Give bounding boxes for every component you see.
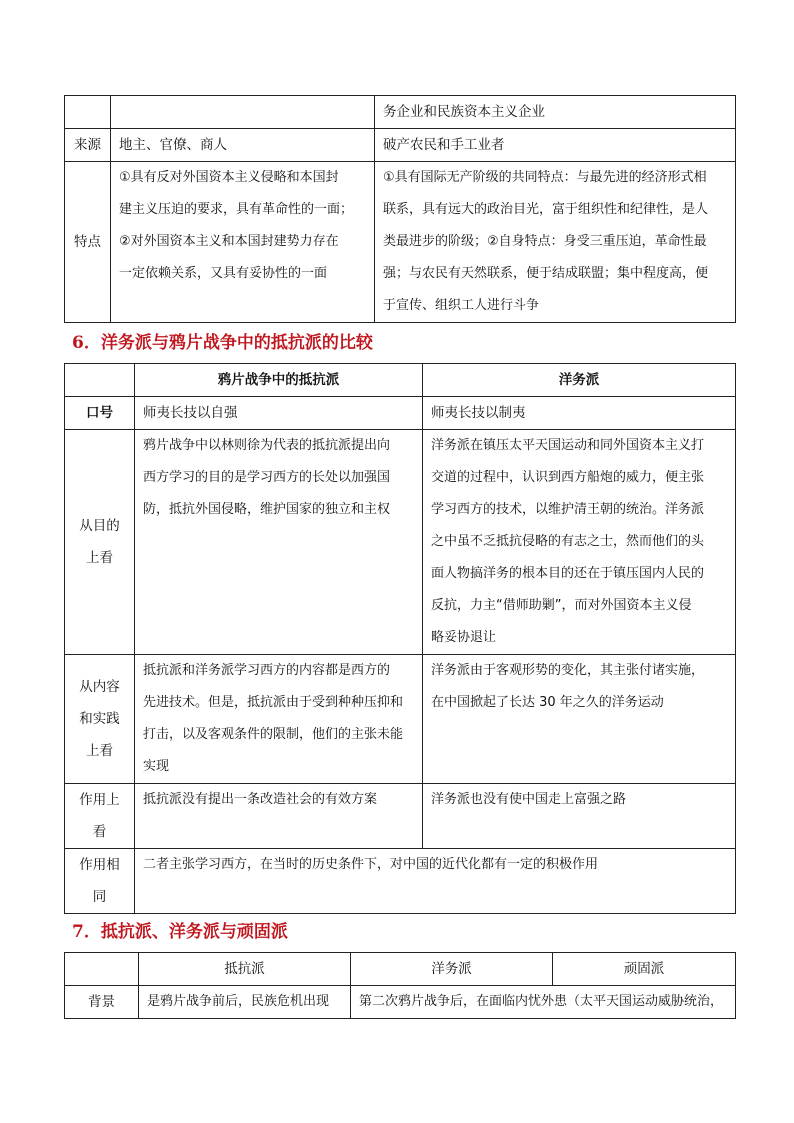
row-label — [65, 162, 111, 323]
cell-line: 同 — [92, 889, 107, 905]
cell-line: 打击，以及客观条件的限制，他们的主张未能 — [143, 727, 404, 742]
header-cell — [65, 364, 135, 397]
comparison-table-7 — [64, 952, 736, 1019]
table-cell — [135, 430, 423, 655]
table-row — [65, 129, 736, 162]
cell-line: 之中虽不乏抵抗侵略的有志之士，然而他们的头 — [431, 534, 705, 549]
table-cell — [65, 96, 111, 129]
table-header-row — [65, 364, 736, 397]
cell-text: 抵抗派没有提出一条改造社会的有效方案 — [143, 792, 378, 807]
row-label — [65, 129, 111, 162]
header-text: 洋务派 — [431, 961, 472, 977]
cell-line: 面人物搞洋务的根本目的还在于镇压国内人民的 — [431, 566, 705, 581]
table-cell — [135, 784, 423, 849]
cell-line: 洋务派由于客观形势的变化，其主张付诸实施， — [431, 663, 705, 678]
cell-line: 一定依赖关系，又具有妥协性的一面 — [119, 266, 328, 281]
table-cell — [135, 849, 736, 914]
cell-line: 从目的 — [79, 518, 120, 534]
table-cell — [375, 162, 736, 323]
table-cell — [375, 129, 736, 162]
cell-line: 于宣传、组织工人进行斗争 — [383, 298, 540, 313]
cell-text: 是鸦片战争前后，民族危机出现 — [147, 994, 330, 1009]
cell-line: 联系，具有远大的政治目光，富于组织性和纪律性，是人 — [383, 202, 709, 217]
cell-line: 作用上 — [79, 792, 120, 808]
cell-line: ②对外国资本主义和本国封建势力存在 — [119, 234, 339, 249]
row-label — [65, 655, 135, 784]
header-cell — [139, 953, 351, 986]
cell-line: 学习西方的技术，以维护清王朝的统治。洋务派 — [431, 502, 705, 517]
cell-text: 洋务派也没有使中国走上富强之路 — [431, 792, 627, 807]
cell-line: 西方学习的目的是学习西方的长处以加强国 — [143, 470, 391, 485]
cell-line: 上看 — [86, 550, 113, 566]
table-cell — [423, 655, 736, 784]
table-row — [65, 162, 736, 323]
table-cell — [139, 986, 351, 1019]
cell-line: 看 — [92, 824, 107, 840]
table-row — [65, 655, 736, 784]
class-comparison-table — [64, 95, 736, 323]
header-text: 抵抗派 — [224, 961, 265, 977]
cell-line: 交道的过程中，认识到西方船炮的威力，便主张 — [431, 470, 705, 485]
row-label — [65, 397, 135, 430]
cell-line: 洋务派在镇压太平天国运动和同外国资本主义打 — [431, 438, 705, 453]
header-text: 顽固派 — [623, 961, 665, 977]
cell-line: 实现 — [143, 759, 170, 774]
row-label — [65, 430, 135, 655]
table-cell — [375, 96, 736, 129]
cell-text: 口号 — [86, 405, 113, 421]
table-cell — [423, 430, 736, 655]
cell-line: 抵抗派和洋务派学习西方的内容都是西方的 — [143, 663, 391, 678]
header-cell — [553, 953, 736, 986]
table-row — [65, 784, 736, 849]
cell-line: 类最进步的阶级；②自身特点：身受三重压迫，革命性最 — [383, 234, 707, 249]
cell-line: 建主义压迫的要求，具有革命性的一面； — [119, 202, 354, 217]
cell-line: 强；与农民有天然联系，便于结成联盟；集中程度高，便 — [383, 266, 709, 281]
cell-line: ①具有反对外国资本主义侵略和本国封 — [119, 170, 339, 185]
comparison-table-6 — [64, 363, 736, 914]
cell-text: 二者主张学习西方，在当时的历史条件下，对中国的近代化都有一定的积极作用 — [143, 857, 599, 872]
cell-line: 鸦片战争中以林则徐为代表的抵抗派提出向 — [143, 438, 391, 453]
table-row — [65, 96, 736, 129]
table-cell — [135, 397, 423, 430]
cell-line: 在中国掀起了长达 30 年之久的洋务运动 — [431, 695, 664, 710]
cell-text: 师夷长技以自强 — [143, 405, 238, 421]
cell-line: 上看 — [86, 743, 113, 759]
section-heading-6: 6．洋务派与鸦片战争中的抵抗派的比较 — [72, 333, 373, 353]
table-cell — [423, 397, 736, 430]
row-label — [65, 784, 135, 849]
table-cell — [351, 986, 736, 1019]
table-row — [65, 430, 736, 655]
cell-text: 第二次鸦片战争后，在面临内忧外患（太平天国运动威胁统治， — [359, 994, 724, 1009]
cell-line: 先进技术。但是，抵抗派由于受到种种压抑和 — [143, 695, 404, 710]
cell-text: 务企业和民族资本主义企业 — [383, 104, 545, 120]
cell-line: 防，抵抗外国侵略，维护国家的独立和主权 — [143, 502, 391, 517]
cell-text: 地主、官僚、商人 — [119, 137, 227, 153]
header-cell — [423, 364, 736, 397]
table-row — [65, 397, 736, 430]
header-cell — [351, 953, 553, 986]
cell-line: 略妥协退让 — [431, 630, 497, 645]
header-cell — [135, 364, 423, 397]
table-row — [65, 849, 736, 914]
cell-line: ①具有国际无产阶级的共同特点：与最先进的经济形式相 — [383, 170, 707, 185]
table-cell — [111, 162, 375, 323]
row-label — [65, 986, 139, 1019]
section-heading-7: 7．抵抗派、洋务派与顽固派 — [72, 922, 288, 942]
table-cell — [423, 784, 736, 849]
cell-text: 破产农民和手工业者 — [383, 137, 505, 153]
cell-text: 背景 — [88, 994, 115, 1010]
cell-text: 来源 — [74, 137, 101, 153]
row-label — [65, 849, 135, 914]
cell-line: 反抗，力主“借师助剿”，而对外国资本主义侵 — [431, 598, 692, 613]
table-header-row — [65, 953, 736, 986]
cell-text: 师夷长技以制夷 — [431, 405, 526, 421]
cell-line: 和实践 — [79, 711, 120, 727]
cell-line: 从内容 — [79, 679, 120, 695]
header-cell — [65, 953, 139, 986]
cell-text: 特点 — [74, 234, 101, 250]
cell-line: 作用相 — [79, 857, 120, 873]
table-row — [65, 986, 736, 1019]
table-cell — [111, 96, 375, 129]
table-cell — [111, 129, 375, 162]
header-text: 洋务派 — [558, 372, 600, 388]
header-text: 鸦片战争中的抵抗派 — [217, 372, 340, 388]
table-cell — [135, 655, 423, 784]
